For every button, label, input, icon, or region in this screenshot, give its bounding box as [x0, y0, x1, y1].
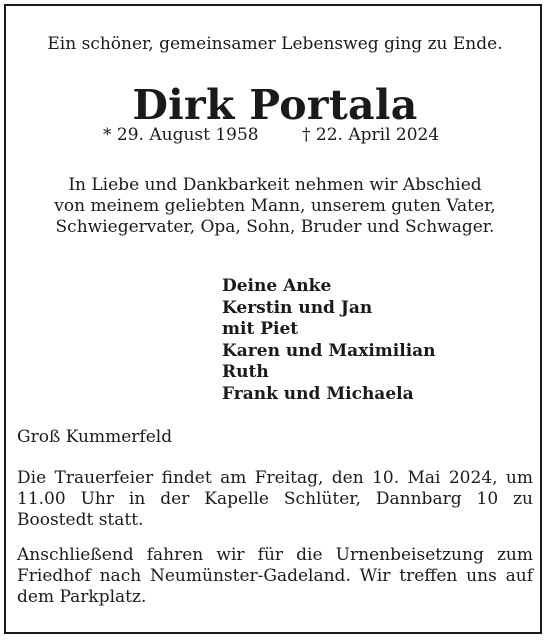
mourner-name: Karen und Maximilian [222, 340, 436, 361]
mourners-list [222, 276, 436, 405]
birth-date: * 29. August 1958 [103, 125, 259, 145]
service-paragraph: Die Trauerfeier findet am Freitag, den 10. Mai 2024, um 11.00 Uhr in der Kapelle Schlüter, Dannbarg 10 zu Boostedt statt. [17, 468, 533, 530]
burial-paragraph: Anschließend fahren wir für die Urnenbeisetzung zum Friedhof nach Neumünster-Gadeland. Wir treffen uns auf dem Parkplatz. [17, 545, 533, 607]
death-date: † 22. April 2024 [302, 125, 440, 145]
place-name: Groß Kummerfeld [17, 427, 173, 447]
intro-line: Ein schöner, gemeinsamer Lebensweg ging zu Ende. [47, 34, 503, 54]
farewell-line: Schwiegervater, Opa, Sohn, Bruder und Schwager. [55, 217, 495, 237]
mourner-name: Kerstin und Jan [222, 297, 373, 318]
farewell-line: von meinem geliebten Mann, unserem guten Vater, [54, 196, 496, 216]
mourner-name: Ruth [222, 362, 269, 382]
deceased-name: Dirk Portala [132, 81, 418, 129]
mourner-name: Deine Anke [222, 276, 332, 296]
farewell-line: In Liebe und Dankbarkeit nehmen wir Abschied [68, 175, 482, 195]
mourner-name: mit Piet [222, 319, 299, 339]
mourner-name: Frank und Michaela [222, 383, 414, 404]
farewell-text [0, 175, 550, 238]
